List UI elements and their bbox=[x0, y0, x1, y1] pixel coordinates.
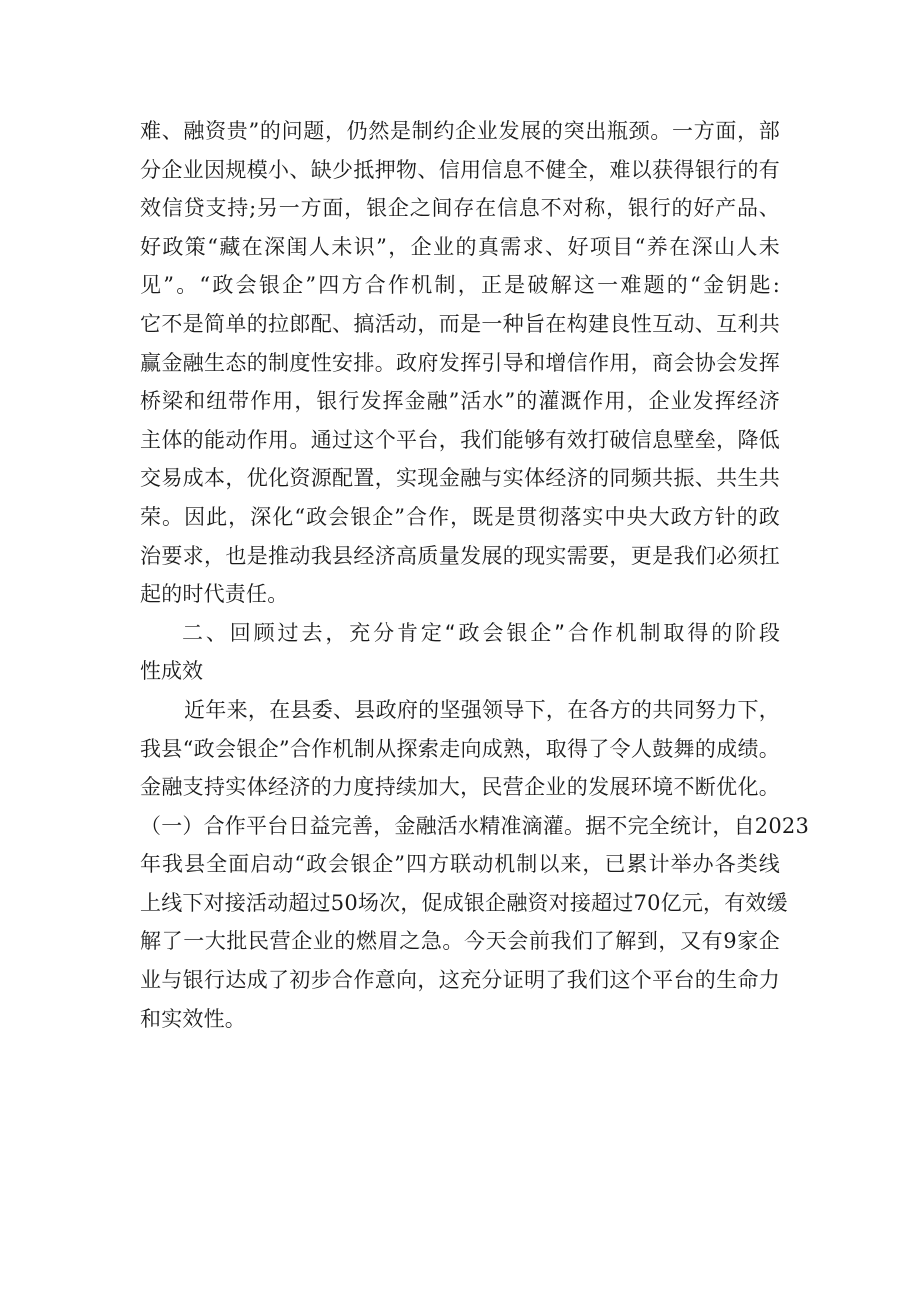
text-line: 效信贷支持;另一方面，银企之间存在信息不对称，银行的好产品、 bbox=[140, 196, 780, 221]
text-line: 难、融资贵”的问题，仍然是制约企业发展的突出瓶颈。一方面，部 bbox=[140, 119, 780, 143]
text-line: 金融支持实体经济的力度持续加大，民营企业的发展环境不断优化。 bbox=[140, 775, 780, 800]
document-page bbox=[140, 112, 810, 1038]
text-line: 好政策“藏在深闺人未识”，企业的真需求、好项目“养在深山人未 bbox=[140, 234, 780, 259]
text-line: 和实效性。 bbox=[140, 1006, 246, 1031]
text-line: 见”。“政会银企”四方合作机制，正是破解这一难题的“金钥匙: bbox=[140, 273, 780, 298]
text-line: 它不是简单的拉郎配、搞活动，而是一种旨在构建良性互动、互利共 bbox=[140, 311, 780, 336]
heading-line: 二、回顾过去，充分肯定“政会银企”合作机制取得的阶段 bbox=[182, 620, 780, 645]
heading-line: 性成效 bbox=[140, 659, 203, 684]
paragraph-cooperation-platform bbox=[140, 807, 810, 1039]
paragraph-recent-years bbox=[140, 691, 780, 807]
text-line: 交易成本，优化资源配置，实现金融与实体经济的同频共振、共生共 bbox=[140, 466, 780, 491]
text-line: 赢金融生态的制度性安排。政府发挥引导和增信作用，商会协会发挥 bbox=[140, 350, 780, 375]
paragraph-financing-problem bbox=[140, 112, 780, 614]
text-line: 业与银行达成了初步合作意向，这充分证明了我们这个平台的生命力 bbox=[140, 968, 780, 993]
text-line: 我县“政会银企”合作机制从探索走向成熟，取得了令人鼓舞的成绩。 bbox=[140, 736, 780, 761]
text-line: 解了一大批民营企业的燃眉之急。今天会前我们了解到，又有9家企 bbox=[140, 929, 780, 954]
text-line: （一）合作平台日益完善，金融活水精准滴灌。据不完全统计，自2023 bbox=[140, 813, 810, 838]
text-line: 近年来，在县委、县政府的坚强领导下，在各方的共同努力下， bbox=[184, 697, 780, 722]
text-line: 主体的能动作用。通过这个平台，我们能够有效打破信息壁垒，降低 bbox=[140, 427, 780, 452]
section-heading-two bbox=[140, 614, 780, 691]
text-line: 年我县全面启动“政会银企”四方联动机制以来，已累计举办各类线 bbox=[140, 852, 780, 877]
text-line: 分企业因规模小、缺少抵押物、信用信息不健全，难以获得银行的有 bbox=[140, 157, 780, 182]
text-line: 上线下对接活动超过50场次，促成银企融资对接超过70亿元，有效缓 bbox=[140, 890, 788, 915]
text-line: 起的时代责任。 bbox=[140, 582, 289, 607]
text-line: 荣。因此，深化“政会银企”合作，既是贯彻落实中央大政方针的政 bbox=[140, 504, 780, 529]
text-line: 治要求，也是推动我县经济高质量发展的现实需要，更是我们必须扛 bbox=[140, 543, 780, 568]
text-line: 桥梁和纽带作用，银行发挥金融”活水”的灌溉作用，企业发挥经济 bbox=[140, 389, 780, 414]
